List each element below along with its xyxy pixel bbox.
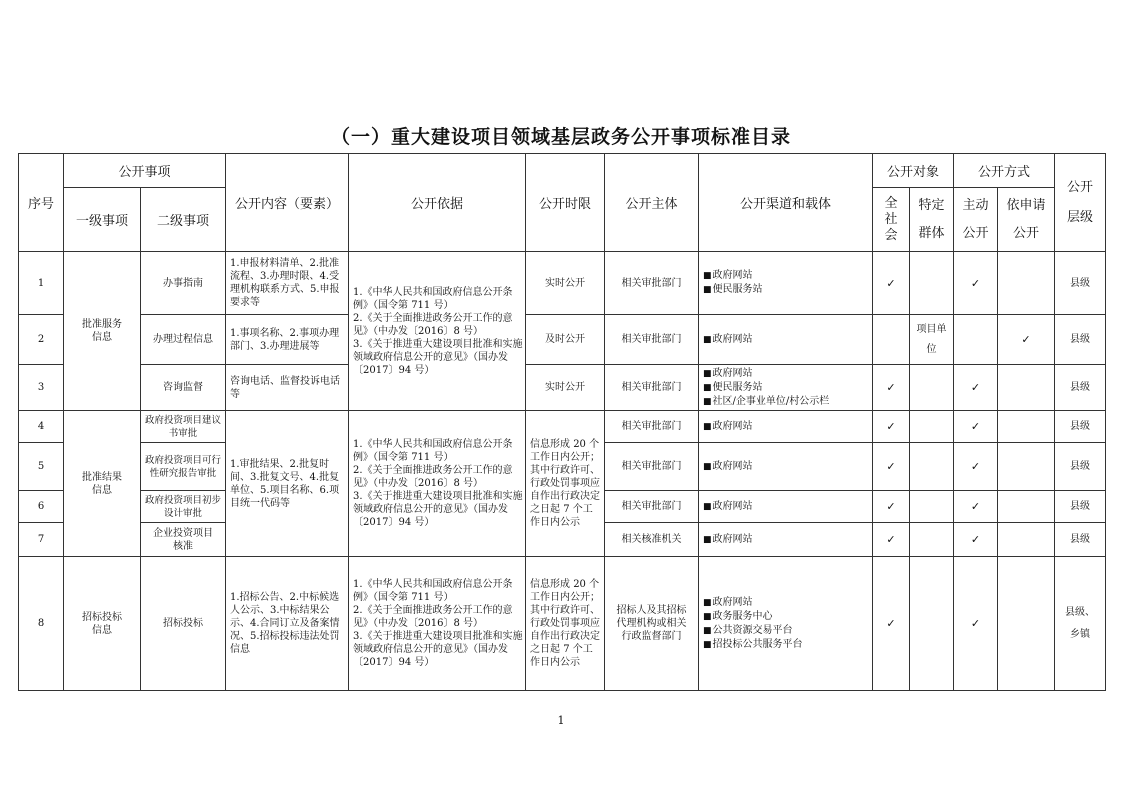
- header-content: 公开内容（要素）: [226, 154, 349, 252]
- check-icon: ✓: [873, 523, 910, 557]
- content-cell: 咨询电话、监督投诉电话等: [226, 365, 349, 411]
- seq-cell: 4: [19, 411, 64, 443]
- channel-item: ■ 政府网站: [703, 500, 870, 514]
- level2-cell: 办理过程信息: [141, 315, 226, 365]
- header-method: 公开方式: [954, 154, 1055, 188]
- header-active: 主动公开: [954, 188, 998, 252]
- time-cell: 信息形成 20 个工作日内公开；其中行政许可、行政处罚事项应自作出行政决定之日起 7 个工作日内公示: [526, 557, 605, 691]
- group-cell: 批准结果信息: [64, 411, 141, 557]
- subject-cell: 相关审批部门: [605, 365, 699, 411]
- group-cell: 招标投标信息: [64, 557, 141, 691]
- content-cell: 1.招标公告、2.中标候选人公示、3.中标结果公示、4.合同订立及备案情况、5.招标投标违法处罚信息: [226, 557, 349, 691]
- header-on-request: 依申请公开: [998, 188, 1055, 252]
- channel-cell: [699, 443, 873, 491]
- level-cell: 县级、乡镇: [1055, 557, 1106, 691]
- header-seq: 序号: [19, 154, 64, 252]
- check-icon: ✓: [954, 365, 998, 411]
- check-icon: ✓: [954, 411, 998, 443]
- time-cell: 实时公开: [526, 365, 605, 411]
- check-icon: ✓: [873, 443, 910, 491]
- time-cell: 实时公开: [526, 252, 605, 315]
- page-title: （一）重大建设项目领域基层政务公开事项标准目录: [330, 126, 791, 148]
- subject-cell: 相关审批部门: [605, 443, 699, 491]
- channel-cell: [699, 252, 873, 315]
- header-time-limit: 公开时限: [526, 154, 605, 252]
- check-icon: ✓: [873, 557, 910, 691]
- level-cell: 县级: [1055, 315, 1106, 365]
- level-cell: 县级: [1055, 523, 1106, 557]
- subject-cell: 招标人及其招标代理机构或相关行政监督部门: [605, 557, 699, 691]
- time-cell: 信息形成 20 个工作日内公开；其中行政许可、行政处罚事项应自作出行政决定之日起 7 个工作日内公示: [526, 411, 605, 557]
- group-cell: 批准服务信息: [64, 252, 141, 411]
- channel-cell: [699, 315, 873, 365]
- channel-item: ■ 公共资源交易平台: [703, 624, 870, 638]
- seq-cell: 1: [19, 252, 64, 315]
- catalog-table: [18, 153, 1106, 691]
- channel-item: ■ 政府网站: [703, 420, 870, 434]
- level2-cell: 招标投标: [141, 557, 226, 691]
- check-icon: ✓: [873, 411, 910, 443]
- subject-cell: 相关核准机关: [605, 523, 699, 557]
- channel-cell: [699, 557, 873, 691]
- subject-cell: 相关审批部门: [605, 252, 699, 315]
- level-cell: 县级: [1055, 365, 1106, 411]
- table-row: [19, 365, 1106, 411]
- table-row: [19, 557, 1106, 691]
- level-cell: 县级: [1055, 411, 1106, 443]
- basis-cell: 1.《中华人民共和国政府信息公开条例》（国令第 711 号） 2.《关于全面推进政务公开工作的意见》（中办发〔2016〕8 号） 3.《关于推进重大建设项目批准和实施领域政府信息公开的意见》（国办发〔2017〕94 号）: [349, 557, 526, 691]
- time-cell: 及时公开: [526, 315, 605, 365]
- header-level1: 一级事项: [64, 188, 141, 252]
- channel-item: ■ 政府网站: [703, 460, 870, 474]
- level2-cell: 政府投资项目初步设计审批: [141, 491, 226, 523]
- check-icon: ✓: [873, 491, 910, 523]
- channel-item: ■ 社区/企事业单位/村公示栏: [703, 395, 870, 409]
- channel-item: ■ 政务服务中心: [703, 610, 870, 624]
- channel-cell: [699, 365, 873, 411]
- check-icon: ✓: [954, 523, 998, 557]
- channel-item: ■ 政府网站: [703, 533, 870, 547]
- level-cell: 县级: [1055, 443, 1106, 491]
- channel-item: ■ 招投标公共服务平台: [703, 638, 870, 652]
- check-icon: ✓: [873, 365, 910, 411]
- header-subject: 公开主体: [605, 154, 699, 252]
- header-public-item: 公开事项: [64, 154, 226, 188]
- header-all-society: 全社会: [873, 188, 910, 252]
- content-cell: 1.申报材料清单、2.批准流程、3.办理时限、4.受理机构联系方式、5.申报要求等: [226, 252, 349, 315]
- channel-item: ■ 政府网站: [703, 367, 870, 381]
- channel-cell: [699, 523, 873, 557]
- table-row: [19, 411, 1106, 443]
- seq-cell: 6: [19, 491, 64, 523]
- level2-cell: 政府投资项目可行性研究报告审批: [141, 443, 226, 491]
- channel-item: ■ 便民服务站: [703, 283, 870, 297]
- table-row: [19, 315, 1106, 365]
- channel-item: ■ 政府网站: [703, 269, 870, 283]
- channel-cell: [699, 491, 873, 523]
- level2-cell: 咨询监督: [141, 365, 226, 411]
- level2-cell: 企业投资项目核准: [141, 523, 226, 557]
- level2-cell: 政府投资项目建议书审批: [141, 411, 226, 443]
- header-level: 公开层级: [1055, 154, 1106, 252]
- header-channel: 公开渠道和载体: [699, 154, 873, 252]
- basis-cell: 1.《中华人民共和国政府信息公开条例》（国令第 711 号） 2.《关于全面推进政务公开工作的意见》（中办发〔2016〕8 号） 3.《关于推进重大建设项目批准和实施领域政府信息公开的意见》（国办发〔2017〕94 号）: [349, 411, 526, 557]
- page-number: 1: [557, 714, 565, 727]
- check-icon: ✓: [954, 443, 998, 491]
- level-cell: 县级: [1055, 491, 1106, 523]
- header-specific-group: 特定群体: [910, 188, 954, 252]
- check-icon: ✓: [873, 252, 910, 315]
- seq-cell: 7: [19, 523, 64, 557]
- subject-cell: 相关审批部门: [605, 411, 699, 443]
- seq-cell: 3: [19, 365, 64, 411]
- channel-item: ■ 便民服务站: [703, 381, 870, 395]
- channel-cell: [699, 411, 873, 443]
- content-cell: 1.审批结果、2.批复时间、3.批复文号、4.批复单位、5.项目名称、6.项目统一代码等: [226, 411, 349, 557]
- seq-cell: 5: [19, 443, 64, 491]
- seq-cell: 2: [19, 315, 64, 365]
- check-icon: ✓: [998, 315, 1055, 365]
- level-cell: 县级: [1055, 252, 1106, 315]
- header-target: 公开对象: [873, 154, 954, 188]
- check-icon: ✓: [954, 557, 998, 691]
- subject-cell: 相关审批部门: [605, 491, 699, 523]
- table-row: [19, 252, 1106, 315]
- basis-cell: 1.《中华人民共和国政府信息公开条例》（国令第 711 号） 2.《关于全面推进政务公开工作的意见》（中办发〔2016〕8 号） 3.《关于推进重大建设项目批准和实施领域政府信息公开的意见》（国办发〔2017〕94 号）: [349, 252, 526, 411]
- header-level2: 二级事项: [141, 188, 226, 252]
- check-icon: ✓: [954, 491, 998, 523]
- check-icon: ✓: [954, 252, 998, 315]
- header-basis: 公开依据: [349, 154, 526, 252]
- specific-group-cell: 项目单位: [910, 315, 954, 365]
- level2-cell: 办事指南: [141, 252, 226, 315]
- content-cell: 1.事项名称、2.事项办理部门、3.办理进展等: [226, 315, 349, 365]
- seq-cell: 8: [19, 557, 64, 691]
- channel-item: ■ 政府网站: [703, 596, 870, 610]
- channel-item: ■ 政府网站: [703, 333, 870, 347]
- subject-cell: 相关审批部门: [605, 315, 699, 365]
